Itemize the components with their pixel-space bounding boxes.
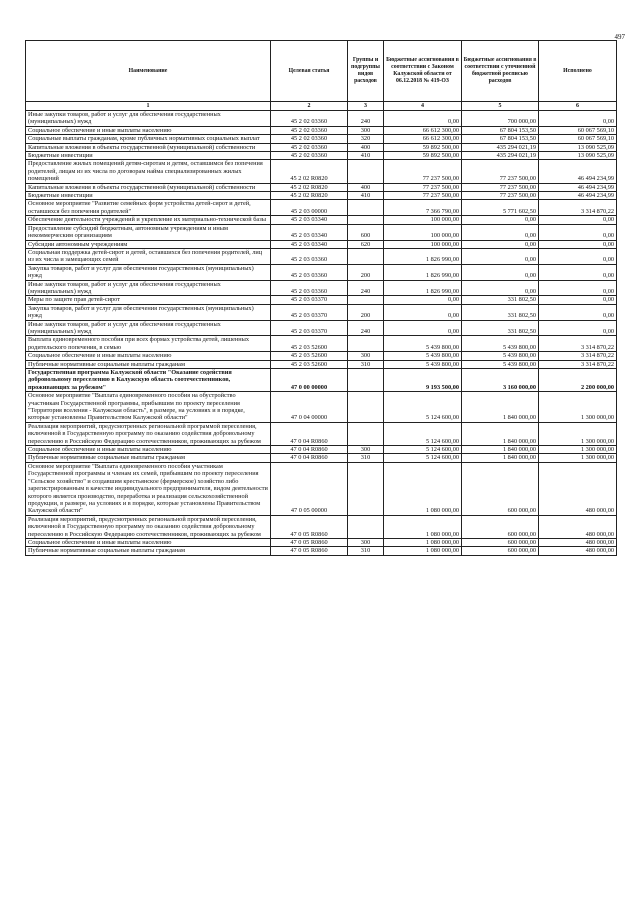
target-article-cell: 45 2 03 52600: [271, 352, 348, 360]
budget-refined-cell: 5 771 602,50: [462, 200, 539, 216]
budget-law-cell: 5 439 800,00: [384, 352, 462, 360]
row-name-cell: Основное мероприятие "Выплата единовременного пособия участникам Государственной программы и членам их семей, прибывшим по проекту переселения "Сельское хозяйство" и создавшим крестьянское (фермерское) хозяйство либо зарегистрированным в качестве индивидуального предпринимателя, видом деятельности которого является производство, переработка и реализация сельскохозяйственной продукции, в размере, на условиях и в порядке, которые установлены Правительством Калужской области": [26, 462, 271, 515]
expense-group-cell: [348, 369, 384, 392]
target-article-cell: 45 2 03 03370: [271, 320, 348, 336]
executed-cell: 46 494 234,99: [539, 183, 617, 191]
table-row: [26, 369, 617, 392]
budget-refined-cell: 600 000,00: [462, 538, 539, 546]
executed-cell: 480 000,00: [539, 515, 617, 538]
executed-cell: 0,00: [539, 216, 617, 224]
executed-cell: 1 300 000,00: [539, 392, 617, 423]
target-article-cell: 45 2 02 03360: [271, 135, 348, 143]
budget-law-cell: 5 124 600,00: [384, 454, 462, 462]
expense-group-cell: [348, 200, 384, 216]
header-expense-group: Группы и подгруппы видов расходов: [348, 41, 384, 102]
executed-cell: 3 314 870,22: [539, 200, 617, 216]
executed-cell: 0,00: [539, 240, 617, 248]
target-article-cell: 45 2 03 52600: [271, 360, 348, 368]
row-name-cell: Публичные нормативные социальные выплаты гражданам: [26, 547, 271, 555]
budget-refined-cell: 67 804 153,50: [462, 126, 539, 134]
expense-group-cell: 300: [348, 352, 384, 360]
expense-group-cell: 240: [348, 111, 384, 127]
budget-refined-cell: 700 000,00: [462, 111, 539, 127]
budget-refined-cell: 0,00: [462, 280, 539, 296]
row-name-cell: Закупка товаров, работ и услуг для обеспечения государственных (муниципальных) нужд: [26, 264, 271, 280]
table-row: [26, 462, 617, 515]
table-row: [26, 515, 617, 538]
expense-group-cell: [348, 392, 384, 423]
row-name-cell: Выплата единовременного пособия при всех формах устройства детей, лишенных родительского попечения, в семью: [26, 336, 271, 352]
budget-law-cell: 77 237 500,00: [384, 183, 462, 191]
budget-refined-cell: 0,00: [462, 224, 539, 240]
expense-group-cell: [348, 336, 384, 352]
page-number: 497: [614, 33, 625, 41]
budget-refined-cell: 1 840 000,00: [462, 446, 539, 454]
budget-refined-cell: 0,00: [462, 216, 539, 224]
row-name-cell: Реализация мероприятий, предусмотренных региональной программой переселения, включенной в Государственную программу по оказанию содействия добровольному переселению в Российскую Федерацию соотечественников, проживающих за рубежом: [26, 422, 271, 445]
column-number: 4: [384, 102, 462, 111]
table-row: [26, 454, 617, 462]
executed-cell: 0,00: [539, 111, 617, 127]
table-row: [26, 126, 617, 134]
header-budget-law: Бюджетные ассигнования в соответствии с Законом Калужской области от 06.12.2018 № 419-ОЗ: [384, 41, 462, 102]
executed-cell: 60 067 569,10: [539, 126, 617, 134]
budget-law-cell: 5 124 600,00: [384, 392, 462, 423]
target-article-cell: 45 2 02 R0820: [271, 160, 348, 183]
budget-refined-cell: 1 840 000,00: [462, 454, 539, 462]
executed-cell: 480 000,00: [539, 538, 617, 546]
table-row: [26, 538, 617, 546]
budget-law-cell: 77 237 500,00: [384, 160, 462, 183]
executed-cell: 1 300 000,00: [539, 446, 617, 454]
executed-cell: 46 494 234,99: [539, 192, 617, 200]
row-name-cell: Меры по защите прав детей-сирот: [26, 296, 271, 304]
table-row: [26, 336, 617, 352]
table-row: [26, 143, 617, 151]
row-name-cell: Иные закупки товаров, работ и услуг для обеспечения государственных (муниципальных) нужд: [26, 320, 271, 336]
executed-cell: 2 200 000,00: [539, 369, 617, 392]
budget-refined-cell: 600 000,00: [462, 515, 539, 538]
budget-refined-cell: 5 439 800,00: [462, 336, 539, 352]
expense-group-cell: 300: [348, 538, 384, 546]
expense-group-cell: [348, 248, 384, 264]
target-article-cell: 47 0 04 R0860: [271, 446, 348, 454]
expense-group-cell: 310: [348, 360, 384, 368]
row-name-cell: Социальное обеспечение и иные выплаты населению: [26, 126, 271, 134]
executed-cell: 46 494 234,99: [539, 160, 617, 183]
budget-law-cell: 9 193 500,00: [384, 369, 462, 392]
budget-law-cell: 1 826 990,00: [384, 264, 462, 280]
expense-group-cell: [348, 160, 384, 183]
row-name-cell: Социальная поддержка детей-сирот и детей, оставшихся без попечения родителей, лиц из их числа и замещающих семей: [26, 248, 271, 264]
budget-law-cell: 100 000,00: [384, 216, 462, 224]
budget-law-cell: 1 826 990,00: [384, 280, 462, 296]
row-name-cell: Публичные нормативные социальные выплаты гражданам: [26, 360, 271, 368]
executed-cell: 0,00: [539, 320, 617, 336]
expense-group-cell: 300: [348, 126, 384, 134]
row-name-cell: Основное мероприятие "Выплата единовременного пособия на обустройство участникам Государственной программы, прибывшим по проекту переселения "Территория вселения - Калужская область", в размере, на условиях и в порядке, которые установлены Правительством Калужской области": [26, 392, 271, 423]
budget-law-cell: 1 080 000,00: [384, 462, 462, 515]
expense-group-cell: [348, 216, 384, 224]
table-row: [26, 296, 617, 304]
expense-group-cell: [348, 515, 384, 538]
executed-cell: 0,00: [539, 280, 617, 296]
budget-refined-cell: 0,00: [462, 264, 539, 280]
table-row: [26, 264, 617, 280]
row-name-cell: Социальное обеспечение и иные выплаты населению: [26, 538, 271, 546]
table-row: [26, 216, 617, 224]
expense-group-cell: [348, 462, 384, 515]
budget-law-cell: 7 366 790,00: [384, 200, 462, 216]
table-row: [26, 135, 617, 143]
budget-law-cell: 5 439 800,00: [384, 360, 462, 368]
budget-refined-cell: 77 237 500,00: [462, 192, 539, 200]
column-number: 6: [539, 102, 617, 111]
expense-group-cell: [348, 296, 384, 304]
target-article-cell: 45 2 03 03340: [271, 216, 348, 224]
row-name-cell: Социальное обеспечение и иные выплаты населению: [26, 446, 271, 454]
executed-cell: 3 314 870,22: [539, 360, 617, 368]
expense-group-cell: 240: [348, 280, 384, 296]
expense-group-cell: 240: [348, 320, 384, 336]
budget-law-cell: 1 080 000,00: [384, 538, 462, 546]
target-article-cell: 45 2 03 03360: [271, 280, 348, 296]
table-row: [26, 360, 617, 368]
budget-law-cell: 66 612 300,00: [384, 135, 462, 143]
row-name-cell: Обеспечение деятельности учреждений и укрепление их материально-технической базы: [26, 216, 271, 224]
expense-group-cell: 410: [348, 152, 384, 160]
expense-group-cell: 200: [348, 304, 384, 320]
executed-cell: 1 300 000,00: [539, 454, 617, 462]
row-name-cell: Бюджетные инвестиции: [26, 192, 271, 200]
budget-refined-cell: 1 840 000,00: [462, 392, 539, 423]
budget-refined-cell: 0,00: [462, 240, 539, 248]
budget-law-cell: 0,00: [384, 296, 462, 304]
budget-refined-cell: 600 000,00: [462, 547, 539, 555]
expense-group-cell: 600: [348, 224, 384, 240]
row-name-cell: Предоставление субсидий бюджетным, автономным учреждениям и иным некоммерческим организациям: [26, 224, 271, 240]
budget-law-cell: 1 826 990,00: [384, 248, 462, 264]
header-row: [26, 41, 617, 102]
table-row: [26, 240, 617, 248]
row-name-cell: Иные закупки товаров, работ и услуг для обеспечения государственных (муниципальных) нужд: [26, 111, 271, 127]
budget-law-cell: 0,00: [384, 320, 462, 336]
budget-law-cell: 1 080 000,00: [384, 515, 462, 538]
budget-refined-cell: 5 439 800,00: [462, 360, 539, 368]
target-article-cell: 47 0 04 00000: [271, 392, 348, 423]
table-row: [26, 422, 617, 445]
row-name-cell: Закупка товаров, работ и услуг для обеспечения государственных (муниципальных) нужд: [26, 304, 271, 320]
table-row: [26, 111, 617, 127]
row-name-cell: Субсидии автономным учреждениям: [26, 240, 271, 248]
target-article-cell: 45 2 03 03370: [271, 304, 348, 320]
column-number: 1: [26, 102, 271, 111]
executed-cell: 13 090 525,09: [539, 152, 617, 160]
table-row: [26, 547, 617, 555]
row-name-cell: Социальные выплаты гражданам, кроме публичных нормативных социальных выплат: [26, 135, 271, 143]
target-article-cell: 45 2 02 R0820: [271, 183, 348, 191]
target-article-cell: 45 2 03 00000: [271, 200, 348, 216]
row-name-cell: Социальное обеспечение и иные выплаты населению: [26, 352, 271, 360]
budget-refined-cell: 67 804 153,50: [462, 135, 539, 143]
budget-refined-cell: 600 000,00: [462, 462, 539, 515]
expense-group-cell: 310: [348, 454, 384, 462]
executed-cell: 0,00: [539, 304, 617, 320]
column-number: 3: [348, 102, 384, 111]
target-article-cell: 45 2 02 R0820: [271, 192, 348, 200]
budget-law-cell: 1 080 000,00: [384, 547, 462, 555]
column-number: 2: [271, 102, 348, 111]
target-article-cell: 45 2 02 03360: [271, 111, 348, 127]
target-article-cell: 47 0 04 R0860: [271, 454, 348, 462]
budget-law-cell: 0,00: [384, 304, 462, 320]
expense-group-cell: 320: [348, 135, 384, 143]
executed-cell: 60 067 569,10: [539, 135, 617, 143]
budget-refined-cell: 331 802,50: [462, 296, 539, 304]
row-name-cell: Предоставление жилых помещений детям-сиротам и детям, оставшимся без попечения родителей, лицам из их числа по договорам найма специализированных жилых помещений: [26, 160, 271, 183]
table-row: [26, 152, 617, 160]
target-article-cell: 47 0 05 R0860: [271, 538, 348, 546]
row-name-cell: Бюджетные инвестиции: [26, 152, 271, 160]
budget-law-cell: 59 892 500,00: [384, 152, 462, 160]
target-article-cell: 45 2 03 03360: [271, 248, 348, 264]
executed-cell: 3 314 870,22: [539, 352, 617, 360]
budget-refined-cell: 3 160 000,00: [462, 369, 539, 392]
table-row: [26, 160, 617, 183]
budget-refined-cell: 435 294 021,19: [462, 143, 539, 151]
row-name-cell: Капитальные вложения в объекты государственной (муниципальной) собственности: [26, 143, 271, 151]
header-target-article: Целевая статья: [271, 41, 348, 102]
table-row: [26, 304, 617, 320]
target-article-cell: 47 0 00 00000: [271, 369, 348, 392]
executed-cell: 480 000,00: [539, 547, 617, 555]
budget-law-cell: 5 439 800,00: [384, 336, 462, 352]
target-article-cell: 45 2 02 03360: [271, 126, 348, 134]
budget-refined-cell: 77 237 500,00: [462, 183, 539, 191]
column-number-row: [26, 102, 617, 111]
expense-group-cell: 410: [348, 192, 384, 200]
budget-refined-cell: 1 840 000,00: [462, 422, 539, 445]
executed-cell: 0,00: [539, 224, 617, 240]
expense-group-cell: [348, 422, 384, 445]
budget-law-cell: 100 000,00: [384, 224, 462, 240]
row-name-cell: Реализация мероприятий, предусмотренных региональной программой переселения, включенной в Государственную программу по оказанию содействия добровольному переселению в Российскую Федерацию соотечественников, проживающих за рубежом: [26, 515, 271, 538]
expense-group-cell: 310: [348, 547, 384, 555]
table-body: [26, 111, 617, 556]
target-article-cell: 47 0 04 R0860: [271, 422, 348, 445]
header-budget-refined: Бюджетные ассигнования в соответствии с уточненной бюджетной росписью расходов: [462, 41, 539, 102]
expense-group-cell: 200: [348, 264, 384, 280]
table-row: [26, 248, 617, 264]
budget-law-cell: 59 892 500,00: [384, 143, 462, 151]
budget-law-cell: 77 237 500,00: [384, 192, 462, 200]
target-article-cell: 45 2 03 03340: [271, 224, 348, 240]
target-article-cell: 45 2 03 03340: [271, 240, 348, 248]
budget-law-cell: 100 000,00: [384, 240, 462, 248]
expense-group-cell: 400: [348, 183, 384, 191]
target-article-cell: 47 0 05 00000: [271, 462, 348, 515]
target-article-cell: 45 2 03 03370: [271, 296, 348, 304]
budget-law-cell: 5 124 600,00: [384, 422, 462, 445]
table-row: [26, 320, 617, 336]
expense-group-cell: 300: [348, 446, 384, 454]
executed-cell: 1 300 000,00: [539, 422, 617, 445]
table-row: [26, 280, 617, 296]
table-row: [26, 200, 617, 216]
executed-cell: 0,00: [539, 264, 617, 280]
header-name: Наименование: [26, 41, 271, 102]
row-name-cell: Публичные нормативные социальные выплаты гражданам: [26, 454, 271, 462]
executed-cell: 13 090 525,09: [539, 143, 617, 151]
row-name-cell: Капитальные вложения в объекты государственной (муниципальной) собственности: [26, 183, 271, 191]
executed-cell: 0,00: [539, 296, 617, 304]
target-article-cell: 45 2 02 03360: [271, 152, 348, 160]
expense-group-cell: 620: [348, 240, 384, 248]
budget-refined-cell: 0,00: [462, 248, 539, 264]
budget-refined-cell: 331 802,50: [462, 304, 539, 320]
table-row: [26, 192, 617, 200]
budget-report-table: [25, 40, 617, 556]
executed-cell: 480 000,00: [539, 462, 617, 515]
row-name-cell: Государственная программа Калужской области "Оказание содействия добровольному переселению в Калужскую область соотечественников, проживающих за рубежом": [26, 369, 271, 392]
target-article-cell: 45 2 03 52600: [271, 336, 348, 352]
row-name-cell: Иные закупки товаров, работ и услуг для обеспечения государственных (муниципальных) нужд: [26, 280, 271, 296]
budget-refined-cell: 331 802,50: [462, 320, 539, 336]
budget-refined-cell: 77 237 500,00: [462, 160, 539, 183]
target-article-cell: 47 0 05 R0860: [271, 515, 348, 538]
budget-law-cell: 5 124 600,00: [384, 446, 462, 454]
budget-refined-cell: 435 294 021,19: [462, 152, 539, 160]
row-name-cell: Основное мероприятие "Развитие семейных форм устройства детей-сирот и детей, оставшихся без попечения родителей": [26, 200, 271, 216]
executed-cell: 3 314 870,22: [539, 336, 617, 352]
budget-law-cell: 66 612 300,00: [384, 126, 462, 134]
expense-group-cell: 400: [348, 143, 384, 151]
target-article-cell: 45 2 03 03360: [271, 264, 348, 280]
header-executed: Исполнено: [539, 41, 617, 102]
column-number: 5: [462, 102, 539, 111]
budget-law-cell: 0,00: [384, 111, 462, 127]
target-article-cell: 47 0 05 R0860: [271, 547, 348, 555]
target-article-cell: 45 2 02 03360: [271, 143, 348, 151]
table-row: [26, 224, 617, 240]
table-row: [26, 446, 617, 454]
executed-cell: 0,00: [539, 248, 617, 264]
table-row: [26, 183, 617, 191]
table-row: [26, 392, 617, 423]
table-row: [26, 352, 617, 360]
budget-refined-cell: 5 439 800,00: [462, 352, 539, 360]
